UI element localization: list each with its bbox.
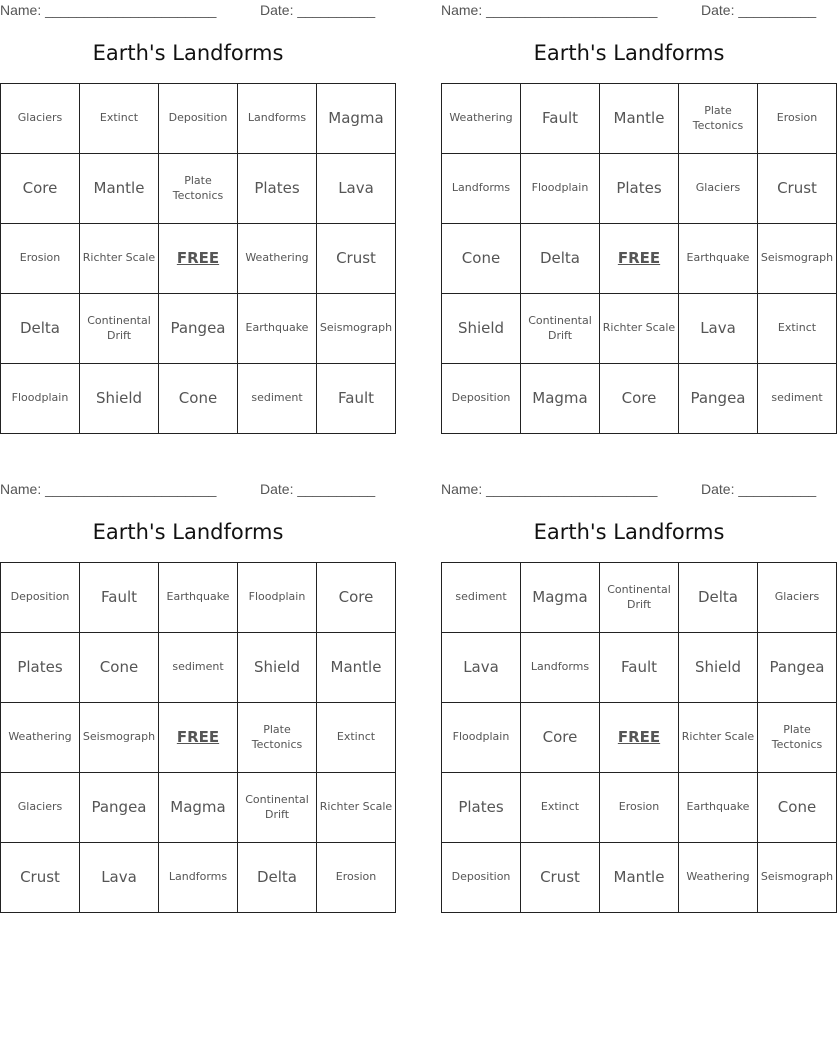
grid-cell: Core: [317, 563, 396, 633]
grid-cell: Extinct: [80, 84, 159, 154]
grid-cell: Lava: [80, 843, 159, 913]
grid-cell: Deposition: [1, 563, 80, 633]
date-field[interactable]: Date: __________: [701, 481, 817, 497]
grid-cell: Magma: [521, 563, 600, 633]
grid-cell: Shield: [679, 633, 758, 703]
grid-cell: Seismograph: [758, 224, 837, 294]
card-title: Earth's Landforms: [92, 520, 284, 544]
grid-cell: Crust: [317, 224, 396, 294]
grid-cell: Weathering: [442, 84, 521, 154]
grid-cell: Earthquake: [159, 563, 238, 633]
grid-cell: Weathering: [238, 224, 317, 294]
grid-cell: sediment: [159, 633, 238, 703]
grid-cell: Earthquake: [679, 224, 758, 294]
grid-cell: Cone: [442, 224, 521, 294]
grid-cell: Cone: [159, 364, 238, 434]
grid-cell: Plate Tectonics: [758, 703, 837, 773]
grid-cell: Cone: [80, 633, 159, 703]
grid-cell: Pangea: [159, 294, 238, 364]
grid-cell: Magma: [317, 84, 396, 154]
grid-cell: Glaciers: [679, 154, 758, 224]
grid-cell: Fault: [317, 364, 396, 434]
grid-row: [442, 294, 837, 364]
grid-cell: Glaciers: [1, 773, 80, 843]
grid-cell: Richter Scale: [80, 224, 159, 294]
name-date-row: [441, 0, 817, 20]
grid-cell: Continental Drift: [80, 294, 159, 364]
grid-cell: Seismograph: [317, 294, 396, 364]
grid-cell: Erosion: [1, 224, 80, 294]
grid-row: [1, 563, 396, 633]
grid-cell: Magma: [159, 773, 238, 843]
grid-cell: Glaciers: [1, 84, 80, 154]
grid-cell: Landforms: [238, 84, 317, 154]
grid-cell: Deposition: [159, 84, 238, 154]
grid-cell: Mantle: [600, 84, 679, 154]
grid-cell: Erosion: [758, 84, 837, 154]
grid-row: [442, 563, 837, 633]
name-date-row: [0, 0, 376, 20]
grid-cell: Pangea: [80, 773, 159, 843]
grid-cell: Erosion: [600, 773, 679, 843]
grid-cell: Fault: [600, 633, 679, 703]
grid-cell: Deposition: [442, 843, 521, 913]
date-field[interactable]: Date: __________: [260, 481, 376, 497]
grid-cell: Richter Scale: [317, 773, 396, 843]
grid-cell: Mantle: [80, 154, 159, 224]
grid-row: [1, 773, 396, 843]
bingo-grid: [441, 83, 837, 434]
grid-cell: Lava: [317, 154, 396, 224]
grid-row: [1, 633, 396, 703]
grid-cell: Shield: [238, 633, 317, 703]
date-field[interactable]: Date: __________: [260, 2, 376, 18]
grid-cell: Crust: [758, 154, 837, 224]
grid-cell: Lava: [679, 294, 758, 364]
grid-cell: Plates: [1, 633, 80, 703]
bingo-grid: [0, 83, 396, 434]
name-field[interactable]: Name: ______________________: [0, 481, 217, 497]
grid-cell: Delta: [238, 843, 317, 913]
grid-cell: Extinct: [758, 294, 837, 364]
grid-cell: Lava: [442, 633, 521, 703]
grid-row: [1, 154, 396, 224]
bingo-grid: [0, 562, 396, 913]
grid-row: [442, 154, 837, 224]
grid-row: [1, 224, 396, 294]
grid-cell: Continental Drift: [521, 294, 600, 364]
grid-cell: Landforms: [442, 154, 521, 224]
grid-cell: Earthquake: [238, 294, 317, 364]
grid-cell: Plate Tectonics: [238, 703, 317, 773]
grid-cell: Mantle: [317, 633, 396, 703]
grid-cell: Continental Drift: [238, 773, 317, 843]
grid-cell: Floodplain: [238, 563, 317, 633]
name-date-row: [0, 479, 376, 499]
grid-cell: Erosion: [317, 843, 396, 913]
name-date-row: [441, 479, 817, 499]
free-space: FREE: [159, 224, 238, 294]
grid-cell: Plates: [238, 154, 317, 224]
grid-cell: Core: [521, 703, 600, 773]
grid-cell: Earthquake: [679, 773, 758, 843]
grid-row: [1, 703, 396, 773]
grid-cell: Continental Drift: [600, 563, 679, 633]
grid-row: [442, 703, 837, 773]
grid-cell: Delta: [521, 224, 600, 294]
grid-cell: Shield: [442, 294, 521, 364]
grid-cell: Extinct: [317, 703, 396, 773]
grid-cell: Fault: [521, 84, 600, 154]
grid-row: [442, 84, 837, 154]
grid-row: [442, 773, 837, 843]
grid-cell: Weathering: [679, 843, 758, 913]
grid-cell: Crust: [521, 843, 600, 913]
grid-cell: Mantle: [600, 843, 679, 913]
grid-cell: Plate Tectonics: [159, 154, 238, 224]
grid-row: [442, 364, 837, 434]
grid-cell: Floodplain: [1, 364, 80, 434]
grid-row: [442, 843, 837, 913]
grid-cell: Extinct: [521, 773, 600, 843]
grid-row: [1, 294, 396, 364]
grid-cell: Glaciers: [758, 563, 837, 633]
grid-cell: Weathering: [1, 703, 80, 773]
grid-cell: Delta: [679, 563, 758, 633]
grid-row: [442, 224, 837, 294]
grid-cell: Delta: [1, 294, 80, 364]
grid-cell: Landforms: [521, 633, 600, 703]
grid-cell: Seismograph: [80, 703, 159, 773]
free-space: FREE: [600, 224, 679, 294]
grid-cell: Landforms: [159, 843, 238, 913]
free-space: FREE: [159, 703, 238, 773]
grid-cell: Core: [1, 154, 80, 224]
name-field[interactable]: Name: ______________________: [0, 2, 217, 18]
bingo-grid: [441, 562, 837, 913]
grid-row: [1, 843, 396, 913]
grid-cell: Seismograph: [758, 843, 837, 913]
grid-cell: Plates: [442, 773, 521, 843]
card-title: Earth's Landforms: [533, 41, 725, 65]
grid-cell: Core: [600, 364, 679, 434]
grid-cell: Plate Tectonics: [679, 84, 758, 154]
name-field[interactable]: Name: ______________________: [441, 481, 658, 497]
grid-cell: Fault: [80, 563, 159, 633]
grid-cell: sediment: [238, 364, 317, 434]
grid-cell: Crust: [1, 843, 80, 913]
grid-cell: sediment: [442, 563, 521, 633]
grid-row: [1, 84, 396, 154]
grid-cell: Deposition: [442, 364, 521, 434]
grid-cell: Pangea: [758, 633, 837, 703]
card-title: Earth's Landforms: [533, 520, 725, 544]
grid-row: [1, 364, 396, 434]
grid-cell: Plates: [600, 154, 679, 224]
grid-cell: sediment: [758, 364, 837, 434]
name-field[interactable]: Name: ______________________: [441, 2, 658, 18]
grid-cell: Shield: [80, 364, 159, 434]
grid-row: [442, 633, 837, 703]
grid-cell: Magma: [521, 364, 600, 434]
free-space: FREE: [600, 703, 679, 773]
card-title: Earth's Landforms: [92, 41, 284, 65]
grid-cell: Floodplain: [442, 703, 521, 773]
grid-cell: Cone: [758, 773, 837, 843]
date-field[interactable]: Date: __________: [701, 2, 817, 18]
grid-cell: Floodplain: [521, 154, 600, 224]
grid-cell: Richter Scale: [679, 703, 758, 773]
grid-cell: Richter Scale: [600, 294, 679, 364]
grid-cell: Pangea: [679, 364, 758, 434]
